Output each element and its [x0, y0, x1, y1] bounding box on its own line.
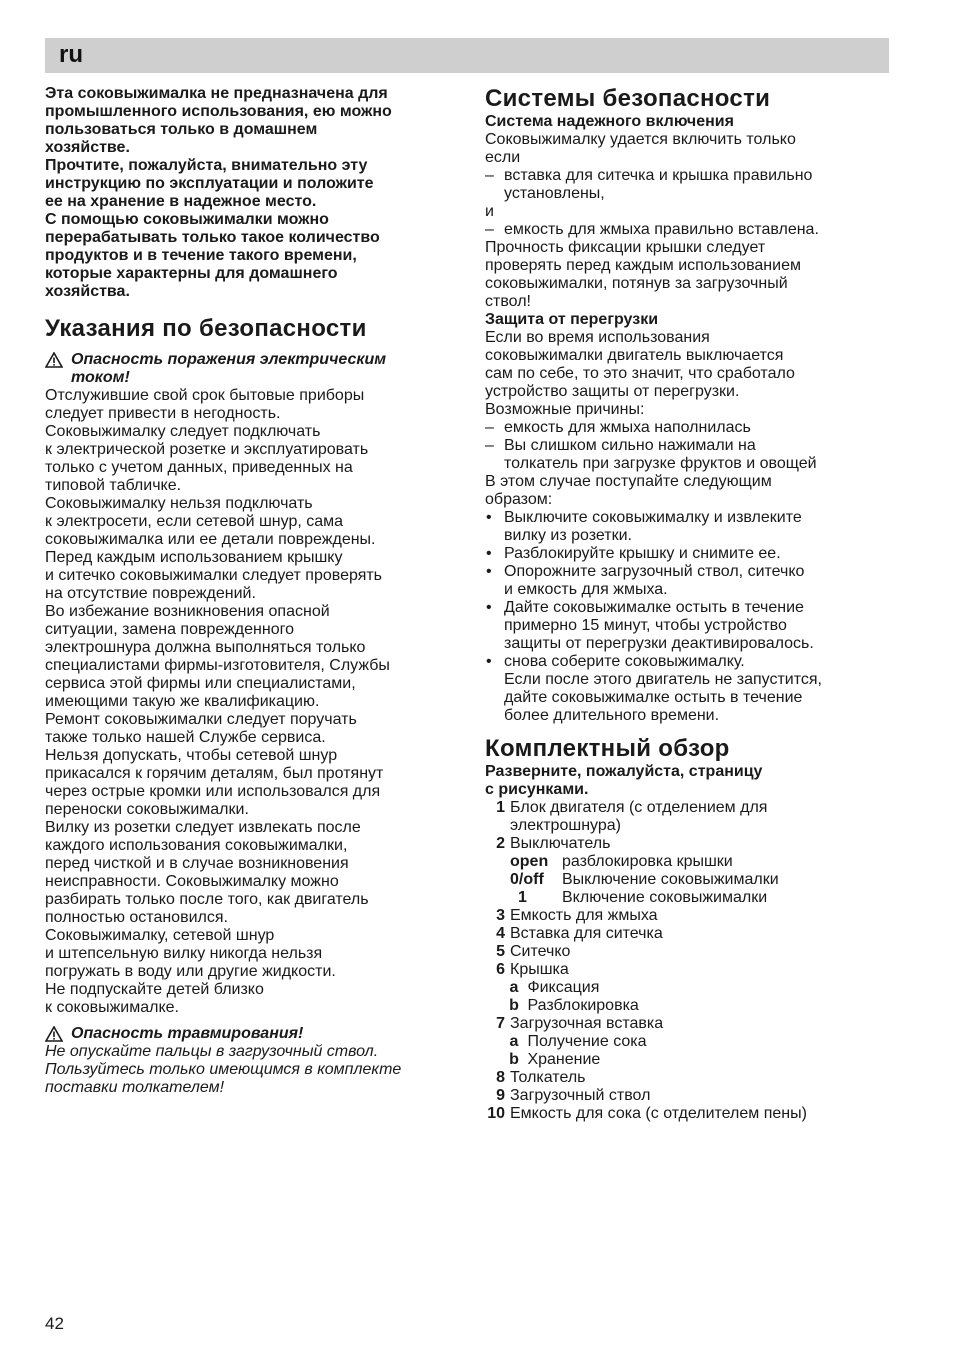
injury-warning — [45, 1025, 465, 1043]
text-line: защиты от перегрузки деактивировалось. — [504, 635, 814, 652]
body-line: типовой табличке. — [45, 477, 182, 494]
text-line: устройство защиты от перегрузки. — [485, 383, 740, 400]
text-line: В этом случае поступайте следующим — [485, 473, 772, 490]
safety-heading: Указания по безопасности — [45, 315, 367, 342]
part-number: 5 — [496, 943, 505, 960]
body-line: имеющими такую же квалификацию. — [45, 693, 320, 710]
parts-list — [485, 799, 895, 1123]
intro-line: инструкцию по эксплуатации и положите — [45, 175, 374, 192]
text-line: соковыжималки, потянув за загрузочный — [485, 275, 788, 292]
sub-part-item — [485, 1033, 895, 1051]
text-line: если — [485, 149, 521, 166]
part-label: Ситечко — [510, 943, 571, 960]
bullet-item — [485, 653, 895, 671]
text-line: более длительного времени. — [504, 707, 720, 724]
text-line: ствол! — [485, 293, 531, 310]
body-line: к электрической розетке и эксплуатировать — [45, 441, 369, 458]
after-bullets-text — [485, 671, 895, 725]
part-item — [485, 943, 895, 961]
text-line: Соковыжималку удается включить только — [485, 131, 796, 148]
body-line: полностью остановился. — [45, 909, 228, 926]
text-line: проверять перед каждым использованием — [485, 257, 801, 274]
body-line: через острые кромки или использовался для — [45, 783, 381, 800]
intro-line: пользоваться только в домашнем — [45, 121, 318, 138]
warning-text-line: поставки толкателем! — [45, 1079, 225, 1096]
body-line: сервиса этой фирмы или специалистами, — [45, 675, 356, 692]
body-line: и штепсельную вилку никогда нельзя — [45, 945, 323, 962]
warning-title-line: током! — [71, 369, 130, 386]
left-column — [45, 85, 465, 1097]
switch-position — [485, 853, 895, 871]
part-number: 3 — [496, 907, 505, 924]
body-line: к электросети, если сетевой шнур, сама — [45, 513, 344, 530]
intro-line: Прочтите, пожалуйста, внимательно эту — [45, 157, 368, 174]
intro-line: Эта соковыжималка не предназначена для — [45, 85, 388, 102]
part-item — [485, 961, 895, 979]
dash-item — [485, 437, 895, 473]
part-label: Толкатель — [510, 1069, 586, 1086]
part-label: Выключатель — [510, 835, 611, 852]
body-line: переноски соковыжималки. — [45, 801, 249, 818]
part-item — [485, 835, 895, 853]
text-line: Возможные причины: — [485, 401, 645, 418]
text-line: и — [485, 203, 494, 220]
intro-line: промышленного использования, ею можно — [45, 103, 392, 120]
text-line: Если во время использования — [485, 329, 710, 346]
dash-item — [485, 221, 895, 239]
bullet-marker: • — [486, 653, 492, 670]
part-item — [485, 1069, 895, 1087]
body-line: Соковыжималку нельзя подключать — [45, 495, 313, 512]
text-line: примерно 15 минут, чтобы устройство — [504, 617, 787, 634]
body-line: также только нашей Службе сервиса. — [45, 729, 326, 746]
body-line: разбирать только после того, как двигатель — [45, 891, 369, 908]
injury-warning-text — [45, 1043, 465, 1097]
body-line: специалистами фирмы-изготовителя, Службы — [45, 657, 390, 674]
sub-part-item — [485, 997, 895, 1015]
text-line: Опорожните загрузочный ствол, ситечко — [504, 563, 805, 580]
text-line: соковыжималки двигатель выключается — [485, 347, 784, 364]
sub-part-label: Получение сока — [527, 1033, 647, 1050]
bullet-marker: • — [486, 599, 492, 616]
body-line: следует привести в негодность. — [45, 405, 281, 422]
part-number: 9 — [496, 1087, 505, 1104]
language-code: ru — [59, 41, 83, 68]
bullet-item — [485, 599, 895, 653]
part-number: 10 — [487, 1105, 505, 1122]
switch-desc: Выключение соковыжималки — [562, 871, 779, 888]
dash-marker: – — [485, 167, 494, 184]
intro-line: хозяйстве. — [45, 139, 130, 156]
body-line: Не подпускайте детей близко — [45, 981, 264, 998]
text-line: снова соберите соковыжималку. — [504, 653, 745, 670]
body-line: неисправности. Соковыжималку можно — [45, 873, 339, 890]
part-label: электрошнура) — [510, 817, 621, 834]
part-label: Крышка — [510, 961, 569, 978]
dash-item — [485, 167, 895, 203]
text-line: Вы слишком сильно нажимали на — [504, 437, 756, 454]
text-line: вставка для ситечка и крышка правильно — [504, 167, 813, 184]
sub-part-key: a — [509, 979, 519, 996]
warning-title-line: Опасность травмирования! — [71, 1025, 304, 1042]
body-line: электрошнура должна выполняться только — [45, 639, 366, 656]
dash-marker: – — [485, 419, 494, 436]
overview-subheading: Разверните, пожалуйста, страницу — [485, 763, 763, 780]
safety-body — [45, 387, 465, 1017]
bullet-marker: • — [486, 509, 492, 526]
part-number: 1 — [496, 799, 505, 816]
part-label: Емкость для жмыха — [510, 907, 658, 924]
text-line: Если после этого двигатель не запустится, — [504, 671, 822, 688]
sub-part-label: Разблокировка — [527, 997, 639, 1014]
part-number: 2 — [496, 835, 505, 852]
part-label: Загрузочный ствол — [510, 1087, 651, 1104]
intro-line: которые характерны для домашнего — [45, 265, 338, 282]
intro-line: продуктов и в течение такого времени, — [45, 247, 357, 264]
reliable-switch-subheading: Система надежного включения — [485, 113, 734, 130]
dash-marker: – — [485, 437, 494, 454]
switch-key: open — [510, 853, 549, 870]
part-label: Вставка для ситечка — [510, 925, 663, 942]
part-number: 6 — [496, 961, 505, 978]
body-line: Нельзя допускать, чтобы сетевой шнур — [45, 747, 338, 764]
body-line: Ремонт соковыжималки следует поручать — [45, 711, 357, 728]
overview-subheading: с рисунками. — [485, 781, 589, 798]
overview-heading: Комплектный обзор — [485, 735, 730, 762]
bullet-item — [485, 509, 895, 545]
part-item — [485, 799, 895, 835]
warning-triangle-icon — [45, 1026, 63, 1042]
body-line: только с учетом данных, приведенных на — [45, 459, 353, 476]
text-line: толкатель при загрузке фруктов и овощей — [504, 455, 817, 472]
switch-key: 0/off — [510, 871, 544, 888]
body-line: и ситечко соковыжималки следует проверять — [45, 567, 383, 584]
intro-line: хозяйства. — [45, 283, 130, 300]
sub-part-key: b — [509, 997, 519, 1014]
part-number: 7 — [496, 1015, 505, 1032]
body-line: Перед каждым использованием крышку — [45, 549, 343, 566]
overload-subheading: Защита от перегрузки — [485, 311, 659, 328]
text-line: Прочность фиксации крышки следует — [485, 239, 766, 256]
sub-part-item — [485, 979, 895, 997]
text-line: установлены, — [504, 185, 605, 202]
body-line: каждого использования соковыжималки, — [45, 837, 348, 854]
text-line: Разблокируйте крышку и снимите ее. — [504, 545, 781, 562]
part-label: Емкость для сока (с отделителем пены) — [510, 1105, 807, 1122]
text-line: емкость для жмыха наполнилась — [504, 419, 751, 436]
safety-systems-heading: Системы безопасности — [485, 85, 771, 112]
dash-marker: – — [485, 221, 494, 238]
text-line: и емкость для жмыха. — [504, 581, 668, 598]
bullet-marker: • — [486, 545, 492, 562]
intro-line: С помощью соковыжималки можно — [45, 211, 329, 228]
part-label: Загрузочная вставка — [510, 1015, 664, 1032]
part-number: 4 — [496, 925, 505, 942]
part-label: Блок двигателя (с отделением для — [510, 799, 768, 816]
body-line: на отсутствие повреждений. — [45, 585, 256, 602]
part-item — [485, 1087, 895, 1105]
bullet-item — [485, 545, 895, 563]
right-column — [485, 85, 895, 1123]
intro-line: перерабатывать только такое количество — [45, 229, 380, 246]
switch-key: 1 — [518, 889, 527, 906]
warning-text-line: Пользуйтесь только имеющимся в комплекте — [45, 1061, 402, 1078]
part-item — [485, 1015, 895, 1033]
part-number: 8 — [496, 1069, 505, 1086]
language-bar — [45, 38, 889, 73]
sub-part-label: Фиксация — [527, 979, 600, 996]
body-line: Вилку из розетки следует извлекать после — [45, 819, 361, 836]
body-line: к соковыжималке. — [45, 999, 179, 1016]
body-line: Соковыжималку следует подключать — [45, 423, 321, 440]
dash-item — [485, 419, 895, 437]
text-line: Дайте соковыжималке остыть в течение — [504, 599, 804, 616]
page-number: 42 — [45, 1314, 64, 1333]
text-line: Выключите соковыжималку и извлеките — [504, 509, 802, 526]
switch-position — [485, 889, 895, 907]
switch-position — [485, 871, 895, 889]
switch-desc: разблокировка крышки — [562, 853, 733, 870]
part-item — [485, 1105, 895, 1123]
warning-text-line: Не опускайте пальцы в загрузочный ствол. — [45, 1043, 379, 1060]
warning-triangle-icon — [45, 352, 63, 368]
bullet-marker: • — [486, 563, 492, 580]
part-item — [485, 925, 895, 943]
sub-part-key: b — [509, 1051, 519, 1068]
body-line: прикасался к горячим деталям, был протянут — [45, 765, 384, 782]
intro-line: ее на хранение в надежное место. — [45, 193, 317, 210]
text-line: емкость для жмыха правильно вставлена. — [504, 221, 819, 238]
electric-shock-warning — [45, 351, 465, 387]
body-line: соковыжималка или ее детали повреждены. — [45, 531, 376, 548]
sub-part-item — [485, 1051, 895, 1069]
body-line: перед чисткой и в случае возникновения — [45, 855, 349, 872]
bullet-item — [485, 563, 895, 599]
body-line: Отслужившие свой срок бытовые приборы — [45, 387, 365, 404]
warning-title-line: Опасность поражения электрическим — [71, 351, 387, 368]
text-line: сам по себе, то это значит, что сработало — [485, 365, 795, 382]
part-item — [485, 907, 895, 925]
text-line: вилку из розетки. — [504, 527, 632, 544]
body-line: Соковыжималку, сетевой шнур — [45, 927, 275, 944]
intro-text — [45, 85, 465, 301]
sub-part-label: Хранение — [527, 1051, 601, 1068]
text-line: дайте соковыжималке остыть в течение — [504, 689, 803, 706]
body-line: Во избежание возникновения опасной — [45, 603, 330, 620]
body-line: ситуации, замена поврежденного — [45, 621, 294, 638]
body-line: погружать в воду или другие жидкости. — [45, 963, 336, 980]
text-line: образом: — [485, 491, 553, 508]
switch-desc: Включение соковыжималки — [562, 889, 768, 906]
sub-part-key: a — [509, 1033, 519, 1050]
